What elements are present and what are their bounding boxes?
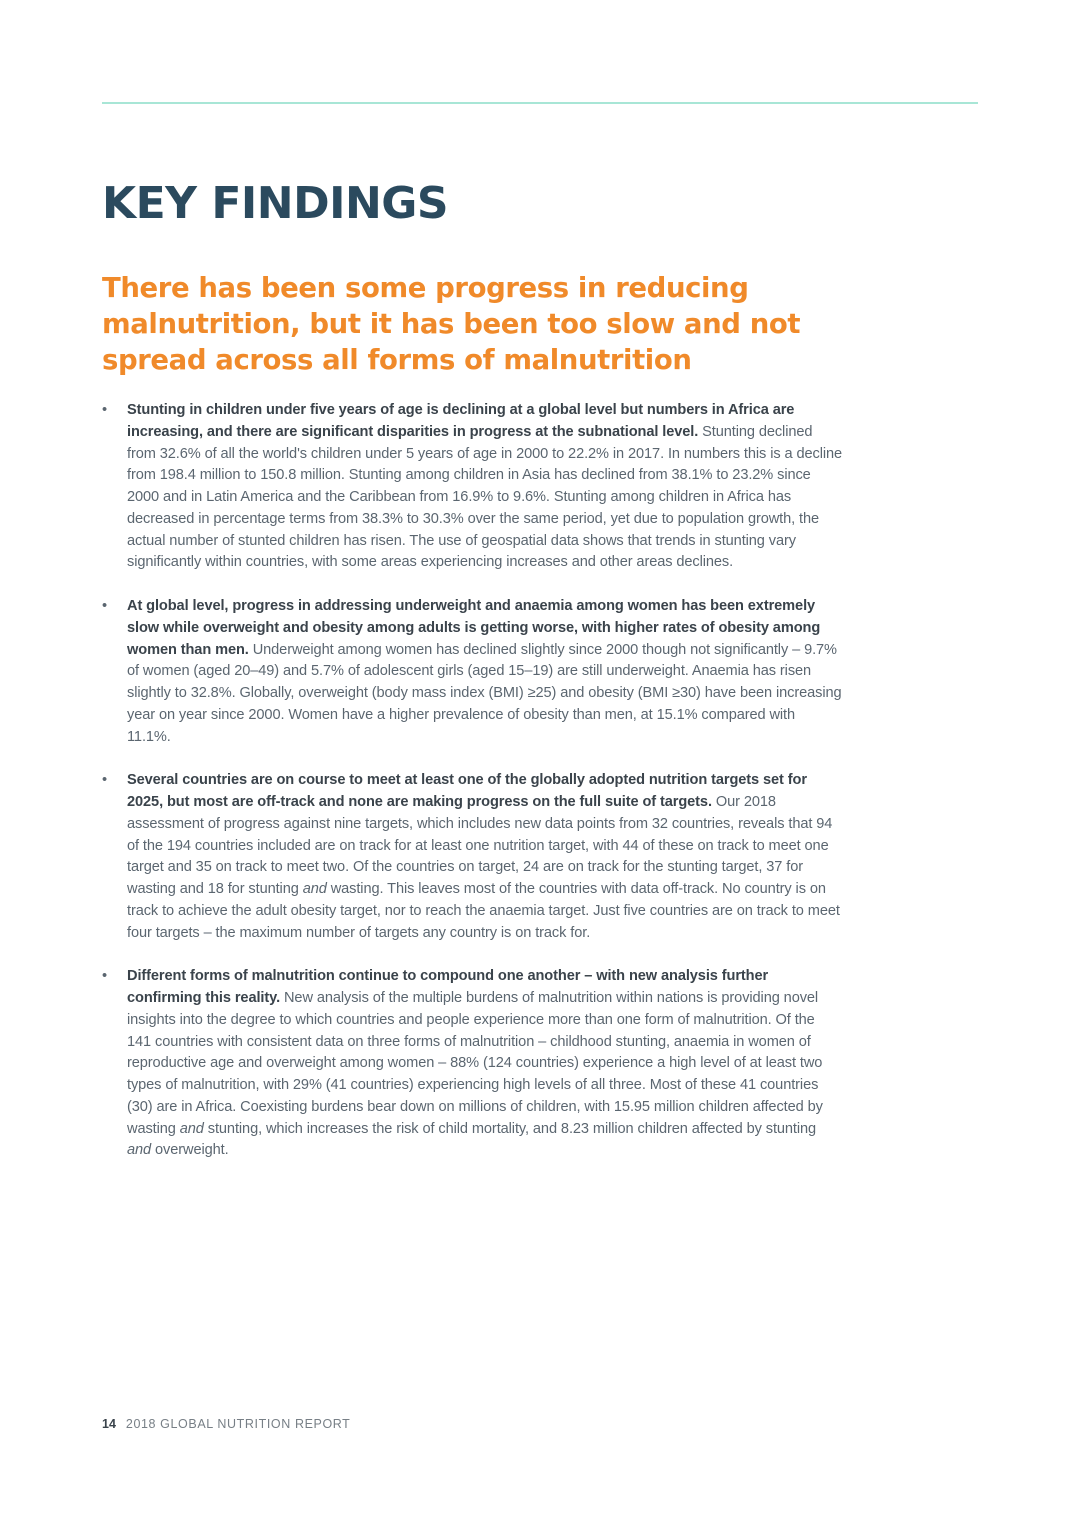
finding-body: wasting. This leaves most of the countries with data off-track. No country is on track to achieve the adult obesity target, nor to reach the anaemia target. Just five countries are on track to meet four targets – the maximum number of targets any country is on track for.	[127, 881, 840, 941]
finding-lead: At global level, progress in addressing underweight and anaemia among women has been extremely slow while overweight and obesity among adults is getting worse, with higher rates of obesity among women than men.	[127, 598, 821, 658]
finding-emphasis: and	[302, 881, 327, 897]
finding-body: Stunting declined from 32.6% of all the world's children under 5 years of age in 2000 to 22.2% in 2017. In numbers this is a decline from 198.4 million to 150.8 million. Stunting among children in Asia has declined from 38.1% to 23.2% since 2000 and in Latin America and the Caribbean from 16.9% to 9.6%. Stunting among children in Africa has decreased in percentage terms from 38.3% to 30.3% over the same period, yet due to population growth, the actual number of stunted children has risen. The use of geospatial data shows that trends in stunting vary significantly within countries, with some areas experiencing increases and other areas declines.	[127, 423, 843, 571]
finding-item-women-adults	[102, 596, 842, 748]
finding-lead: Stunting in children under five years of age is declining at a global level but numbers in Africa are increasing, and there are significant disparities in progress at the subnational level.	[127, 402, 795, 440]
finding-body: stunting, which increases the risk of child mortality, and 8.23 million children affected by stunting	[203, 1120, 817, 1137]
page-number: 14	[102, 1417, 116, 1431]
finding-lead: Different forms of malnutrition continue to compound one another – with new analysis further confirming this reality.	[127, 968, 769, 1006]
bullet-icon: •	[102, 772, 108, 789]
section-subtitle: There has been some progress in reducing malnutrition, but it has been too slow and not spread across all forms of malnutrition	[102, 272, 801, 376]
finding-body: Underweight among women has declined slightly since 2000 though not significantly – 9.7% of women (aged 20–49) and 5.7% of adolescent girls (aged 15–19) are still underweight. Anaemia has risen slightly to 32.8%. Globally, overweight (body mass index (BMI) ≥25) and obesity (BMI ≥30) have been increasing year on year since 2000. Women have a higher prevalence of obesity than men, at 15.1% compared with 11.1%.	[127, 641, 842, 745]
finding-body: Our 2018 assessment of progress against nine targets, which includes new data points from 32 countries, reveals that 94 of the 194 countries included are on track for at least one nutrition target, with 44 of these on track to meet one target and 35 on track to meet two. Of the countries on target, 24 are on track for the stunting target, 37 for wasting and 18 for stunting	[127, 794, 833, 897]
bullet-icon: •	[102, 968, 108, 985]
finding-item-stunting	[102, 400, 842, 574]
report-title: 2018 GLOBAL NUTRITION REPORT	[125, 1417, 351, 1431]
page-footer	[102, 1417, 350, 1431]
finding-item-multiple-burdens	[102, 966, 842, 1162]
finding-emphasis: and	[127, 1142, 152, 1159]
finding-body: overweight.	[151, 1142, 229, 1159]
header-divider	[102, 102, 978, 104]
finding-emphasis: and	[179, 1120, 204, 1137]
finding-body: New analysis of the multiple burdens of malnutrition within nations is providing novel insights into the degree to which countries and people experience more than one form of malnutrition. Of the 141 countries with consistent data on three forms of malnutrition – childhood stunting, anaemia in women of reproductive age and overweight among women – 88% (124 countries) experience a high level of at least two types of malnutrition, with 29% (41 countries) experiencing high levels of all three. Most of these 41 countries (30) are in Africa. Coexisting burdens bear down on millions of children, with 15.95 million children affected by wasting	[127, 990, 823, 1137]
bullet-icon: •	[102, 598, 108, 614]
key-findings-list	[102, 400, 842, 1184]
bullet-icon: •	[102, 402, 108, 418]
finding-item-targets	[102, 770, 842, 944]
finding-lead: Several countries are on course to meet at least one of the globally adopted nutrition targets set for 2025, but most are off-track and none are making progress on the full suite of targets.	[127, 772, 807, 810]
page-title: KEY FINDINGS	[102, 178, 449, 229]
